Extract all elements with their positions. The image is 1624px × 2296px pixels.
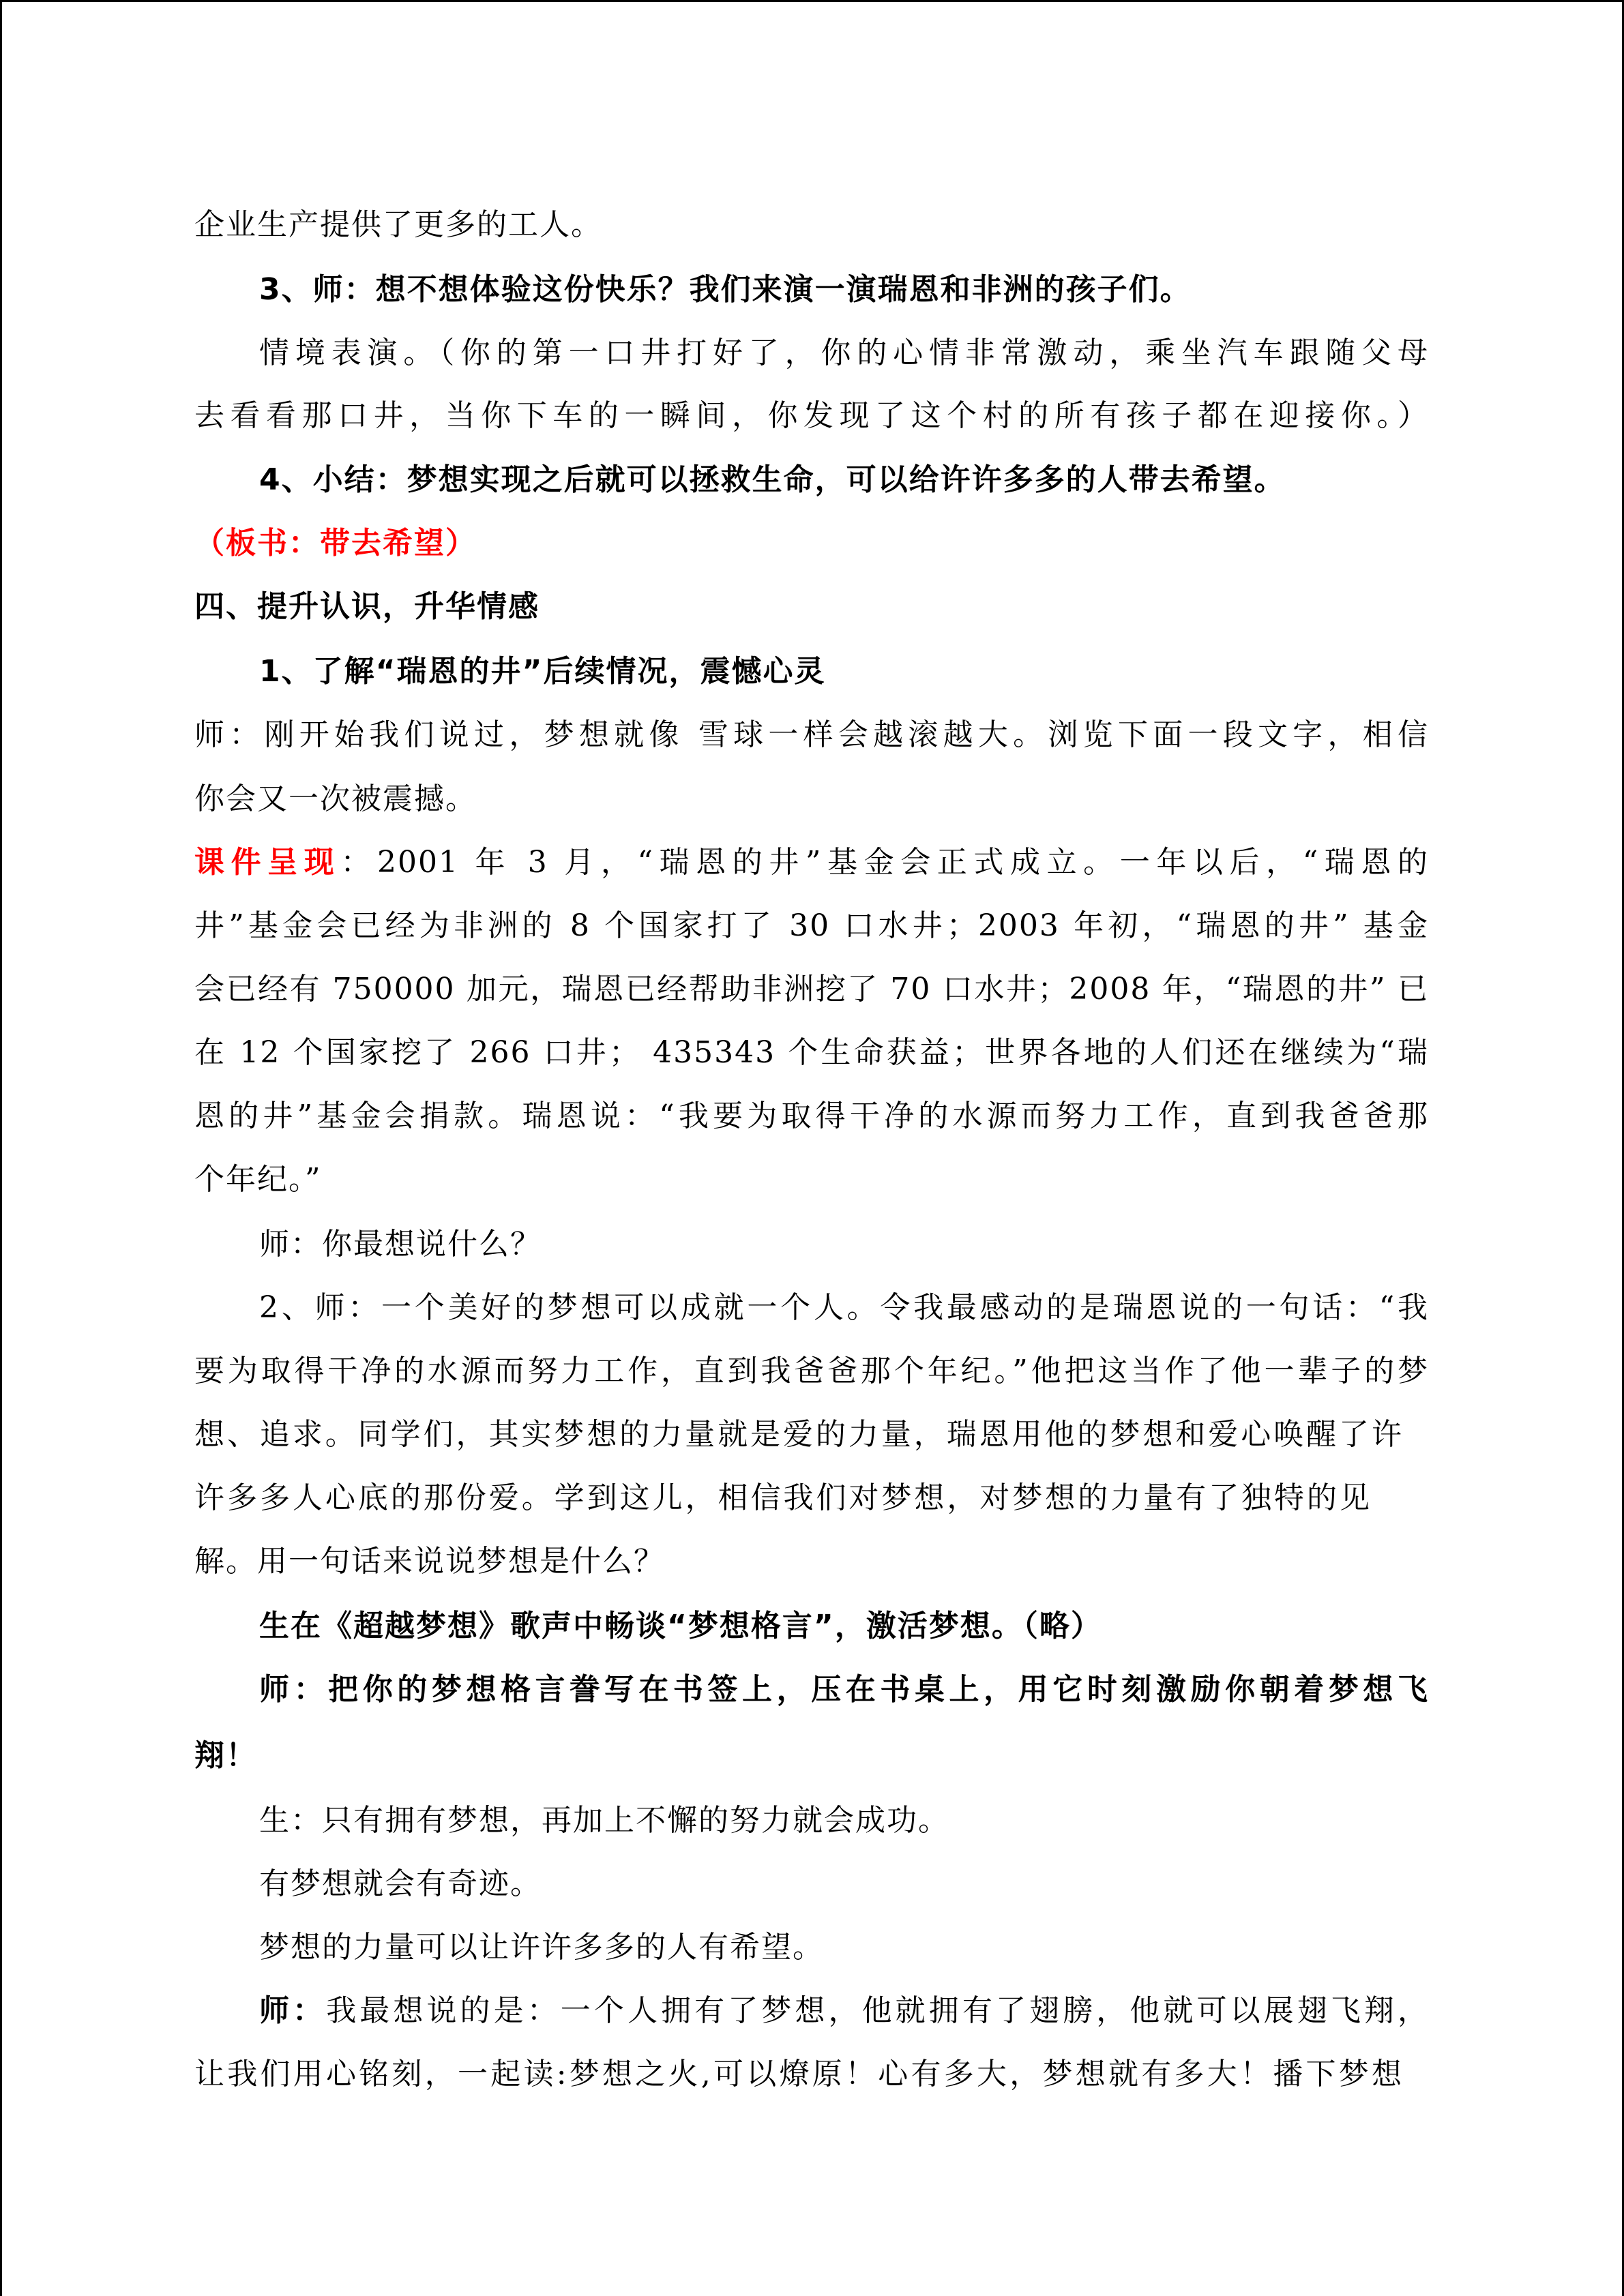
courseware-label: 课件呈现 xyxy=(194,845,341,880)
paragraph-line: 师：你最想说什么？ xyxy=(259,1227,542,1262)
paragraph-line: 梦想的力量可以让许许多多的人有希望。 xyxy=(259,1930,824,1965)
subsection-heading-1: 1、了解“瑞恩的井”后续情况，震憾心灵 xyxy=(259,654,826,689)
teacher-text: 我最想说的是：一个人拥有了梦想，他就拥有了翅膀，他就可以展翅飞翔， xyxy=(326,1993,1430,2028)
paragraph-line: 2、师：一个美好的梦想可以成就一个人。令我最感动的是瑞恩说的一句话：“我 xyxy=(259,1290,1429,1325)
paragraph-line: 会已经有 750000 加元，瑞恩已经帮助非洲挖了 70 口水井；2008 年，“瑞恩的井” 已 xyxy=(194,972,1429,1007)
paragraph-line: 生：只有拥有梦想，再加上不懈的努力就会成功。 xyxy=(259,1803,949,1838)
paragraph-line: 你会又一次被震撼。 xyxy=(194,781,477,816)
activity-heading-3: 3、师：想不想体验这份快乐？我们来演一演瑞恩和非洲的孩子们。 xyxy=(259,272,1192,307)
paragraph-line: 想、追求。同学们，其实梦想的力量就是爱的力量，瑞恩用他的梦想和爱心唤醒了许 xyxy=(194,1417,1403,1452)
paragraph-line: 在 12 个国家挖了 266 口井； 435343 个生命获益；世界各地的人们还在继续为“瑞 xyxy=(194,1035,1429,1070)
paragraph-line: 要为取得干净的水源而努力工作，直到我爸爸那个年纪。”他把这当作了他一辈子的梦 xyxy=(194,1354,1429,1388)
courseware-line xyxy=(194,842,1429,883)
paragraph-line: 解。用一句话来说说梦想是什么？ xyxy=(194,1544,665,1579)
paragraph-line: 师：刚开始我们说过，梦想就像 雪球一样会越滚越大。浏览下面一段文字，相信 xyxy=(194,717,1429,752)
board-note: （板书：带去希望） xyxy=(194,526,477,561)
paragraph-line: 许多多人心底的那份爱。学到这儿，相信我们对梦想，对梦想的力量有了独特的见 xyxy=(194,1480,1371,1515)
section-heading-4: 四、提升认识，升华情感 xyxy=(194,589,540,624)
summary-line: 4、小结：梦想实现之后就可以拯救生命，可以给许许多多的人带去希望。 xyxy=(259,462,1286,497)
paragraph-line: 去看看那口井，当你下车的一瞬间，你发现了这个村的所有孩子都在迎接你。） xyxy=(194,398,1429,433)
courseware-text: ：2001 年 3 月，“瑞恩的井”基金会正式成立。一年以后，“瑞恩的 xyxy=(340,845,1429,880)
paragraph-line: 企业生产提供了更多的工人。 xyxy=(194,207,602,242)
paragraph-line: 恩的井”基金会捐款。瑞恩说：“我要为取得干净的水源而努力工作，直到我爸爸那 xyxy=(194,1099,1429,1133)
paragraph-line: 让我们用心铭刻，一起读:梦想之火,可以燎原！心有多大，梦想就有多大！播下梦想 xyxy=(194,2057,1403,2091)
teacher-label: 师： xyxy=(259,1993,327,2028)
paragraph-line: 有梦想就会有奇迹。 xyxy=(259,1866,542,1901)
bold-line: 翔！ xyxy=(194,1738,257,1773)
paragraph-line: 个年纪。” xyxy=(194,1162,322,1197)
bold-line: 师：把你的梦想格言誊写在书签上，压在书桌上，用它时刻激励你朝着梦想飞 xyxy=(259,1672,1429,1707)
teacher-line xyxy=(259,1991,1429,2031)
bold-line: 生在《超越梦想》歌声中畅谈“梦想格言”，激活梦想。（略） xyxy=(259,1609,1102,1643)
paragraph-line: 情境表演。（你的第一口井打好了，你的心情非常激动，乘坐汽车跟随父母 xyxy=(259,336,1429,370)
paragraph-line: 井”基金会已经为非洲的 8 个国家打了 30 口水井；2003 年初，“瑞恩的井” 基金 xyxy=(194,908,1429,943)
